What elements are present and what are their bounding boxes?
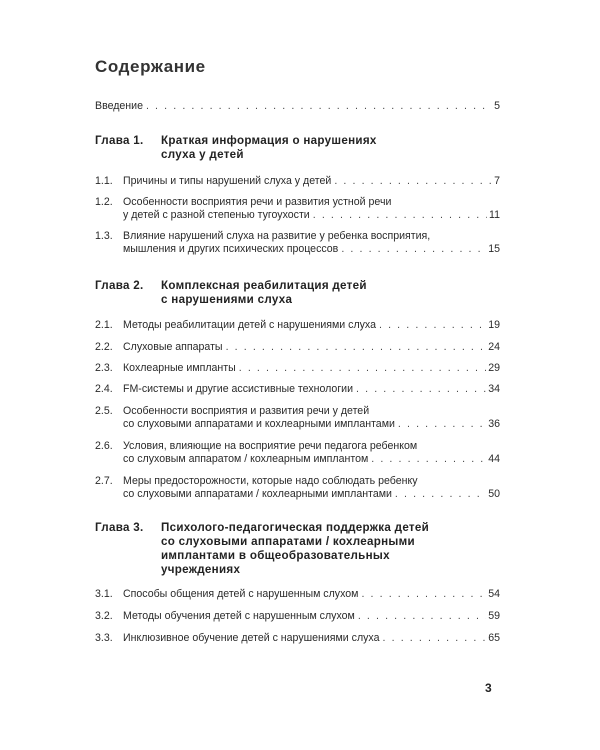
page-number: 24	[488, 341, 500, 353]
section-title: Меры предосторожности, которые надо соблюдать ребенку	[123, 475, 418, 487]
section-number: 1.2.	[95, 196, 113, 208]
section-title: Влияние нарушений слуха на развитие у ребенка восприятия,	[123, 230, 431, 242]
toc-entry-3-3[interactable]	[95, 632, 500, 645]
section-number: 1.1.	[95, 175, 113, 187]
dot-leader	[239, 362, 486, 375]
dot-leader	[361, 588, 486, 601]
chapter-title-line: учреждениях	[161, 563, 241, 576]
section-number: 3.1.	[95, 588, 113, 600]
section-number: 2.2.	[95, 341, 113, 353]
page-number: 15	[488, 243, 500, 255]
section-title: FM-системы и другие ассистивные технологии	[123, 383, 354, 395]
toc-entry-2-7[interactable]	[95, 475, 500, 501]
page-number: 36	[488, 418, 500, 430]
dot-leader	[356, 383, 486, 396]
chapter-title-line: с нарушениями слуха	[161, 293, 293, 306]
dot-leader	[146, 100, 492, 113]
toc-entry-3-2[interactable]	[95, 610, 500, 623]
dot-leader	[313, 209, 487, 222]
chapter-title-line: Комплексная реабилитация детей	[161, 279, 367, 292]
section-title: Особенности восприятия речи и развития устной речи	[123, 196, 392, 208]
dot-leader	[334, 175, 492, 188]
entry-label: Введение	[95, 100, 143, 112]
section-number: 3.2.	[95, 610, 113, 622]
dot-leader	[371, 453, 486, 466]
chapter-label: Глава 2.	[95, 279, 144, 292]
page-number: 59	[488, 610, 500, 622]
chapter-heading-2[interactable]	[95, 279, 415, 307]
chapter-title-line: слуха у детей	[161, 148, 244, 161]
page-number: 5	[494, 100, 500, 112]
chapter-label: Глава 1.	[95, 134, 144, 147]
toc-entry-1-3[interactable]	[95, 230, 500, 256]
toc-entry-2-5[interactable]	[95, 405, 500, 431]
dot-leader	[395, 488, 486, 501]
section-title: у детей с разной степенью тугоухости	[123, 209, 310, 221]
toc-entry-3-1[interactable]	[95, 588, 500, 601]
chapter-label: Глава 3.	[95, 521, 144, 534]
section-number: 2.7.	[95, 475, 113, 487]
chapter-title-line: Психолого-педагогическая поддержка детей	[161, 521, 430, 534]
chapter-title-line: Краткая информация о нарушениях	[161, 134, 377, 147]
toc-title: Содержание	[95, 57, 206, 76]
section-title: Методы обучения детей с нарушенным слухом	[123, 610, 355, 622]
section-title: со слуховыми аппаратами / кохлеарными имплантами	[123, 488, 392, 500]
toc-entry-2-3[interactable]	[95, 362, 500, 375]
section-title: Особенности восприятия и развития речи у детей	[123, 405, 370, 417]
dot-leader	[379, 319, 486, 332]
toc-entry-2-2[interactable]	[95, 341, 500, 354]
chapter-heading-3[interactable]	[95, 521, 430, 577]
section-title: Слуховые аппараты	[123, 341, 223, 353]
section-number: 2.6.	[95, 440, 113, 452]
section-title: Методы реабилитации детей с нарушениями слуха	[123, 319, 376, 331]
page-number: 7	[494, 175, 500, 187]
section-number: 2.5.	[95, 405, 113, 417]
dot-leader	[341, 243, 486, 256]
dot-leader	[383, 632, 487, 645]
section-number: 2.3.	[95, 362, 113, 374]
section-number: 2.4.	[95, 383, 113, 395]
page-folio: 3	[485, 681, 492, 695]
section-title: Кохлеарные импланты	[123, 362, 236, 374]
section-title: мышления и других психических процессов	[123, 243, 339, 255]
dot-leader	[358, 610, 486, 623]
toc-entry-intro[interactable]	[95, 100, 500, 113]
page-number: 19	[488, 319, 500, 331]
toc-entry-1-2[interactable]	[95, 196, 500, 222]
toc-entry-2-6[interactable]	[95, 440, 500, 466]
section-number: 2.1.	[95, 319, 113, 331]
dot-leader	[226, 341, 487, 354]
section-title: со слуховым аппаратом / кохлеарным имплантом	[123, 453, 369, 465]
section-number: 1.3.	[95, 230, 113, 242]
page-number: 44	[488, 453, 500, 465]
chapter-title-line: имплантами в общеобразовательных	[161, 549, 390, 562]
section-title: Способы общения детей с нарушенным слухом	[123, 588, 359, 600]
page-number: 11	[489, 209, 500, 221]
toc-entry-1-1[interactable]	[95, 175, 500, 188]
chapter-title-line: со слуховыми аппаратами / кохлеарными	[161, 535, 415, 548]
section-title: Инклюзивное обучение детей с нарушениями слуха	[123, 632, 380, 644]
chapter-heading-1[interactable]	[95, 134, 415, 162]
section-title: Условия, влияющие на восприятие речи педагога ребенком	[123, 440, 418, 452]
section-title: Причины и типы нарушений слуха у детей	[123, 175, 332, 187]
page-number: 29	[488, 362, 500, 374]
toc-entry-2-4[interactable]	[95, 383, 500, 396]
dot-leader	[398, 418, 486, 431]
toc-entry-2-1[interactable]	[95, 319, 500, 332]
section-number: 3.3.	[95, 632, 113, 644]
page-number: 54	[488, 588, 500, 600]
page-number: 50	[488, 488, 500, 500]
section-title: со слуховыми аппаратами и кохлеарными имплантами	[123, 418, 395, 430]
page-number: 65	[488, 632, 500, 644]
page-number: 34	[488, 383, 500, 395]
